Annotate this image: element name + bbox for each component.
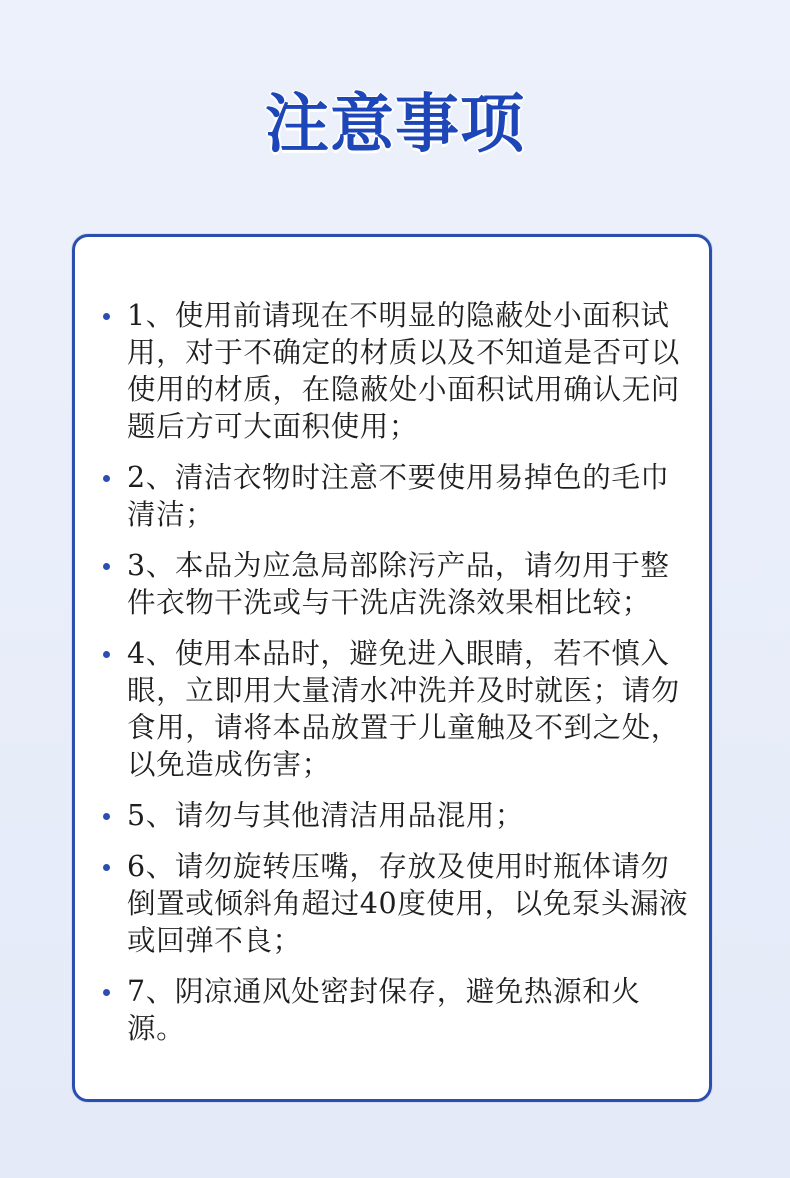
page-title: 注意事项: [265, 88, 525, 162]
list-item-text: 7、阴凉通风处密封保存，避免热源和火源。: [127, 975, 641, 1045]
list-item-text: 5、请勿与其他清洁用品混用；: [127, 799, 525, 832]
bullet-dot-icon: [103, 651, 110, 658]
list-item-text: 2、清洁衣物时注意不要使用易掉色的毛巾清洁；: [127, 461, 670, 531]
list-item-text: 1、使用前请现在不明显的隐蔽处小面积试用，对于不确定的材质以及不知道是否可以使用的材质，在隐蔽处小面积试用确认无问题后方可大面积使用；: [127, 299, 680, 443]
bullet-dot-icon: [103, 989, 110, 996]
notice-card: [72, 234, 712, 1102]
notice-list: [75, 297, 709, 1061]
list-item: [75, 459, 709, 533]
list-item: [75, 797, 709, 834]
bullet-dot-icon: [103, 864, 110, 871]
bullet-dot-icon: [103, 813, 110, 820]
list-item: [75, 297, 709, 445]
list-item-text: 6、请勿旋转压嘴，存放及使用时瓶体请勿倒置或倾斜角超过40度使用，以免泵头漏液或回弹不良；: [127, 850, 689, 957]
list-item-text: 3、本品为应急局部除污产品，请勿用于整件衣物干洗或与干洗店洗涤效果相比较；: [127, 549, 670, 619]
list-item: [75, 635, 709, 783]
bullet-dot-icon: [103, 475, 110, 482]
list-item: [75, 547, 709, 621]
bullet-dot-icon: [103, 563, 110, 570]
list-item: [75, 973, 709, 1047]
bullet-dot-icon: [103, 313, 110, 320]
list-item-text: 4、使用本品时，避免进入眼睛，若不慎入眼，立即用大量清水冲洗并及时就医；请勿食用，请将本品放置于儿童触及不到之处，以免造成伤害；: [127, 637, 680, 781]
list-item: [75, 848, 709, 959]
